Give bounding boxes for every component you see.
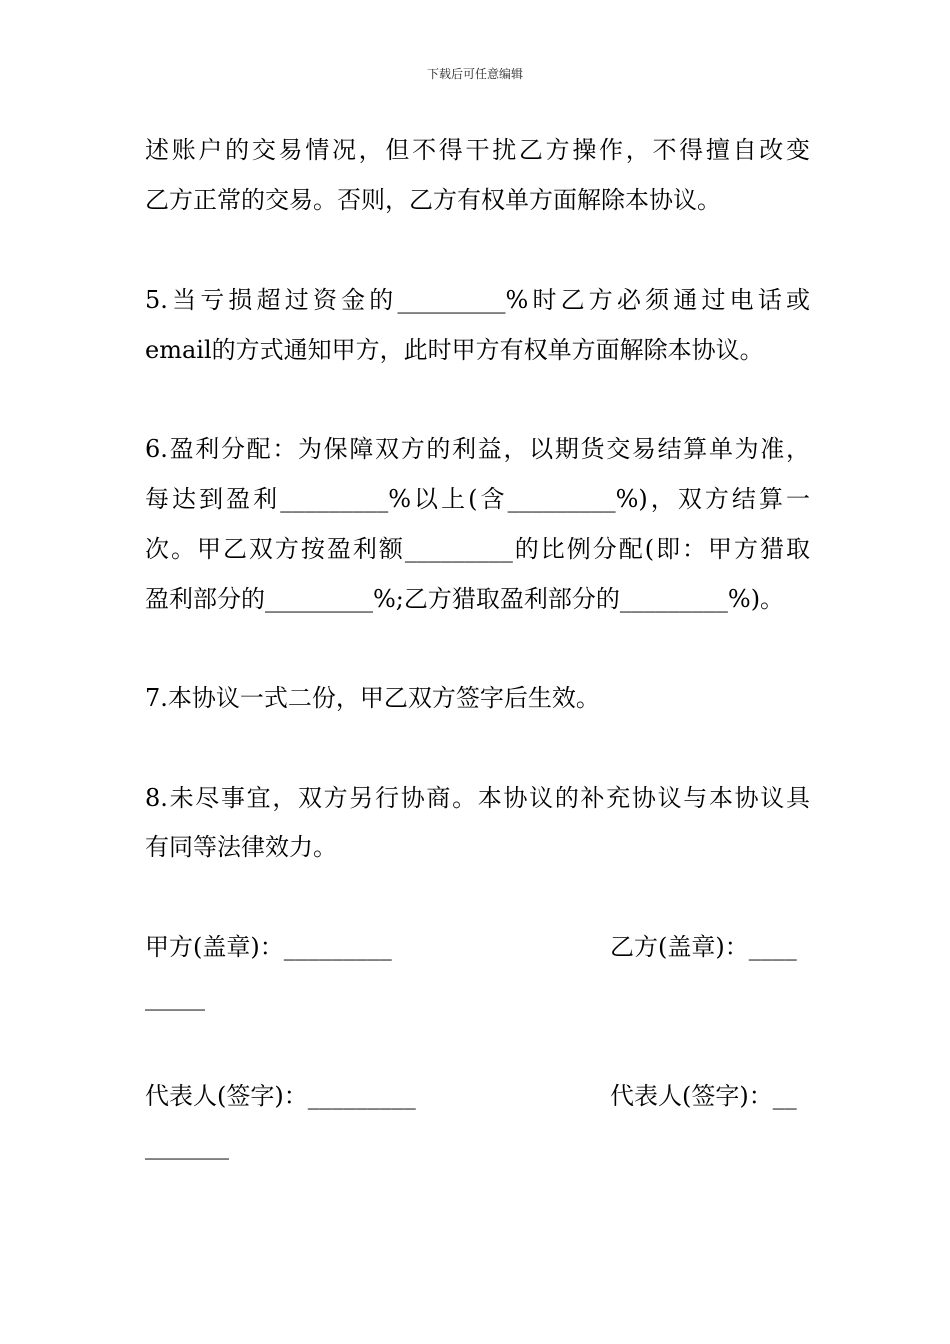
paragraph-8-line-2: 有同等法律效力。 bbox=[145, 833, 337, 861]
paragraph-7-line-1: 7.本协议一式二份，甲乙双方签字后生效。 bbox=[145, 684, 600, 712]
party-b-seal-field-continuation: _____ bbox=[145, 983, 205, 1011]
page-header-note: 下载后可任意编辑 bbox=[426, 67, 523, 81]
paragraph-6-line-3: 次。甲乙双方按盈利额_________的比例分配(即：甲方猎取 bbox=[145, 535, 810, 563]
party-b-seal-field: 乙方(盖章)：____ bbox=[610, 933, 797, 961]
paragraph-8-line-1: 8.未尽事宜，双方另行协商。本协议的补充协议与本协议具 bbox=[145, 784, 810, 812]
party-a-representative-field: 代表人(签字)：_________ bbox=[145, 1082, 416, 1110]
paragraph-5-line-1: 5.当亏损超过资金的_________%时乙方必须通过电话或 bbox=[145, 286, 810, 314]
party-b-representative-field: 代表人(签字)：__ bbox=[610, 1082, 797, 1110]
party-b-representative-field-continuation: _______ bbox=[145, 1132, 229, 1160]
paragraph-6-line-1: 6.盈利分配：为保障双方的利益，以期货交易结算单为准， bbox=[145, 435, 810, 463]
paragraph-6-line-4: 盈利部分的_________%;乙方猎取盈利部分的_________%)。 bbox=[145, 585, 785, 613]
paragraph-5-line-2: email的方式通知甲方，此时甲方有权单方面解除本协议。 bbox=[145, 336, 764, 364]
paragraph-4-line-1: 述账户的交易情况，但不得干扰乙方操作，不得擅自改变 bbox=[145, 136, 810, 164]
paragraph-4-line-2: 乙方正常的交易。否则，乙方有权单方面解除本协议。 bbox=[145, 186, 721, 214]
paragraph-6-line-2: 每达到盈利_________%以上(含_________%)，双方结算一 bbox=[145, 485, 810, 513]
party-a-seal-field: 甲方(盖章)：_________ bbox=[145, 933, 392, 961]
